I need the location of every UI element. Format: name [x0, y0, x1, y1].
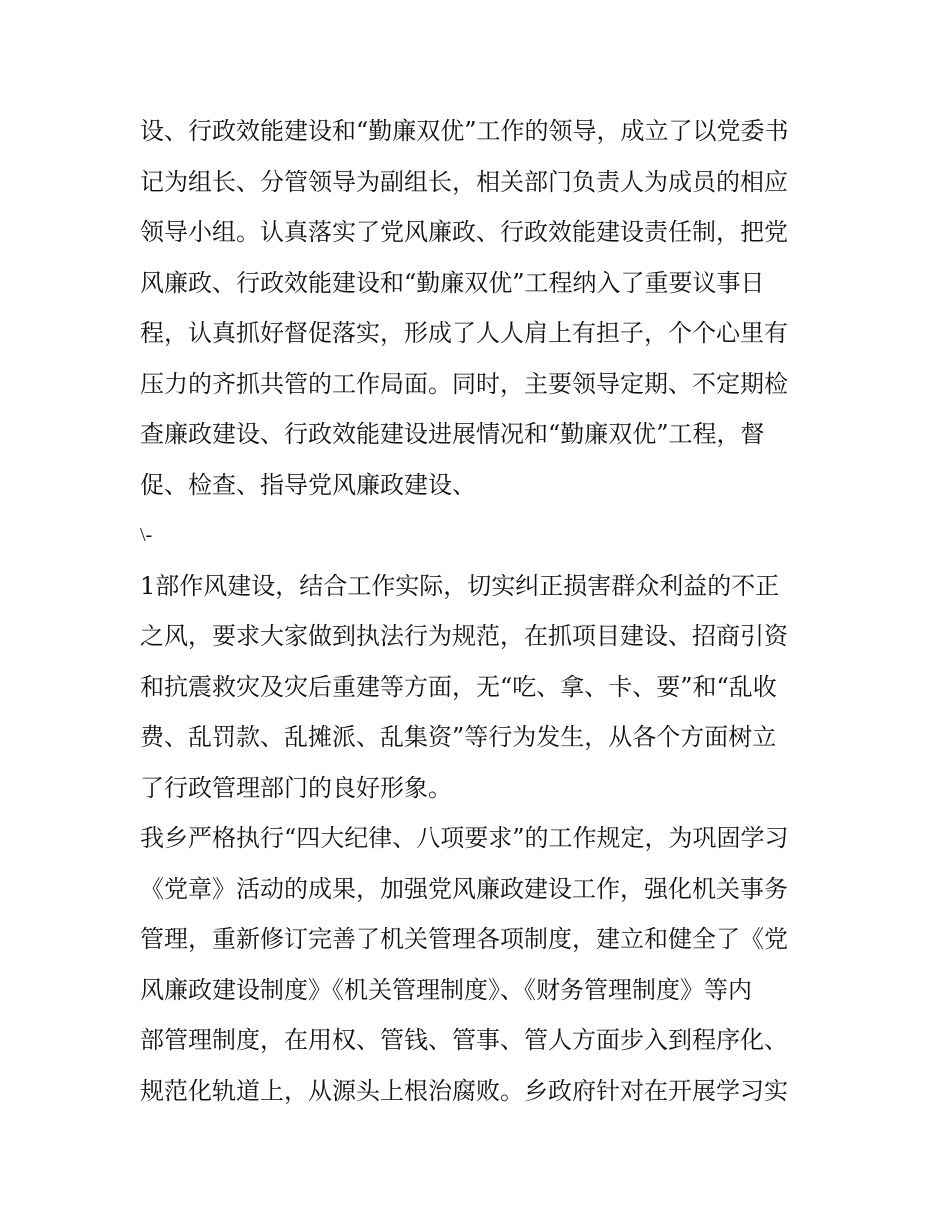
- text-line: 查廉政建设、行政效能建设进展情况和“勤廉双优”工程，督: [140, 420, 765, 448]
- text-line: 和抗震救灾及灾后重建等方面，无“吃、拿、卡、要”和“乱收: [140, 672, 777, 701]
- text-line: 《党章》活动的成果，加强党风廉政建设工作，强化机关事务: [140, 874, 788, 903]
- separator-mark: \-: [140, 524, 153, 546]
- text-line: 设、行政效能建设和“勤廉双优”工作的领导，成立了以党委书: [140, 117, 789, 145]
- text-line: 促、检查、指导党风廉政建设、: [140, 470, 476, 499]
- text-line: 记为组长、分管领导为副组长，相关部门负责人为成员的相应: [140, 167, 788, 196]
- text-line: 我乡严格执行“四大纪律、八项要求”的工作规定，为巩固学习: [140, 824, 789, 852]
- text-line: 领导小组。认真落实了党风廉政、行政效能建设责任制，把党: [140, 218, 788, 246]
- text-line: 1部作风建设，结合工作实际，切实纠正损害群众利益的不正: [140, 571, 780, 600]
- text-line: 费、乱罚款、乱摊派、乱集资”等行为发生，从各个方面树立: [140, 723, 777, 751]
- text-line: 风廉政建设制度》《机关管理制度》、《财务管理制度》等内: [140, 975, 752, 1004]
- text-line: 之风，要求大家做到执法行为规范，在抓项目建设、招商引资: [140, 622, 788, 650]
- text-line: 程，认真抓好督促落实，形成了人人肩上有担子，个个心里有: [140, 319, 788, 347]
- text-line: 管理，重新修订完善了机关管理各项制度，建立和健全了《党: [140, 925, 788, 953]
- text-line: 部管理制度，在用权、管钱、管事、管人方面步入到程序化、: [140, 1026, 788, 1054]
- text-line: 风廉政、行政效能建设和“勤廉双优”工程纳入了重要议事日: [140, 268, 765, 297]
- text-line: 压力的齐抓共管的工作局面。同时，主要领导定期、不定期检: [140, 369, 788, 398]
- body-text: [140, 106, 820, 1116]
- text-line: 规范化轨道上，从源头上根治腐败。乡政府针对在开展学习实: [140, 1076, 788, 1105]
- text-line: 了行政管理部门的良好形象。: [140, 773, 452, 802]
